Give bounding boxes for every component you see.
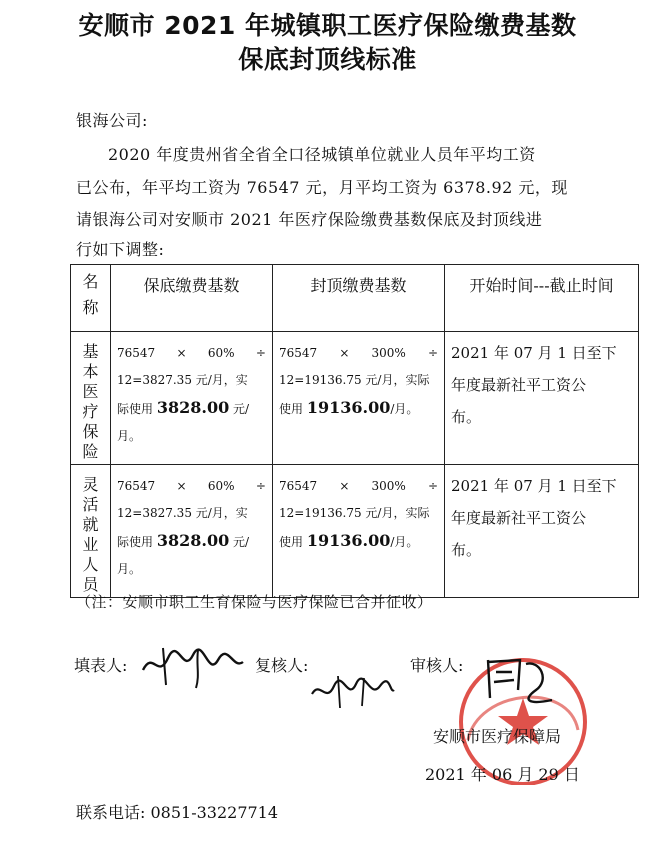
issue-date: 2021 年 06 月 29 日 — [425, 765, 580, 784]
header-floor: 保底缴费基数 — [111, 265, 273, 332]
header-period: 开始时间---截止时间 — [445, 265, 639, 332]
header-ceiling: 封顶缴费基数 — [273, 265, 445, 332]
filler-label: 填表人: — [74, 656, 128, 675]
table-header-row — [71, 265, 639, 332]
body-line-3: 请银海公司对安顺市 2021 年医疗保险缴费基数保底及封顶线进 — [76, 210, 543, 229]
document-title-line-2: 保底封顶线标准 — [238, 45, 417, 74]
table-row — [71, 465, 639, 598]
approver-signature — [480, 650, 560, 710]
table-row — [71, 332, 639, 465]
body-line-4: 行如下调整: — [76, 240, 165, 259]
row-name: 基 本 医 疗 保 险 — [71, 332, 111, 465]
period-cell: 2021 年 07 月 1 日至下 年度最新社平工资公 布。 — [445, 332, 639, 465]
addressee: 银海公司: — [76, 111, 148, 130]
contact-phone: 联系电话: 0851-33227714 — [76, 803, 279, 822]
reviewer-signature — [308, 672, 398, 712]
reviewer-label: 复核人: — [255, 656, 309, 675]
footnote: （注：安顺市职工生育保险与医疗保险已合并征收） — [76, 593, 433, 611]
header-name: 名 称 — [71, 265, 111, 332]
document-title-line-1: 安顺市 2021 年城镇职工医疗保险缴费基数 — [78, 11, 577, 40]
issuer-name: 安顺市医疗保障局 — [433, 727, 562, 746]
floor-calculation: 76547 × 60% ÷ 12=3827.35 元/月，实 际使用 3828.00 元/ 月。 — [111, 465, 273, 598]
body-line-1: 2020 年度贵州省全省全口径城镇单位就业人员年平均工资 — [108, 145, 536, 164]
body-line-2: 已公布，年平均工资为 76547 元，月平均工资为 6378.92 元，现 — [76, 178, 568, 197]
ceiling-calculation: 76547 × 300% ÷ 12=19136.75 元/月，实际 使用 19136.00/月。 — [273, 465, 445, 598]
floor-calculation: 76547 × 60% ÷ 12=3827.35 元/月，实 际使用 3828.00 元/ 月。 — [111, 332, 273, 465]
filler-signature — [138, 640, 248, 690]
approver-label: 审核人: — [410, 656, 464, 675]
row-name: 灵 活 就 业 人 员 — [71, 465, 111, 598]
period-cell: 2021 年 07 月 1 日至下 年度最新社平工资公 布。 — [445, 465, 639, 598]
ceiling-calculation: 76547 × 300% ÷ 12=19136.75 元/月，实际 使用 19136.00/月。 — [273, 332, 445, 465]
contribution-table — [70, 264, 639, 598]
